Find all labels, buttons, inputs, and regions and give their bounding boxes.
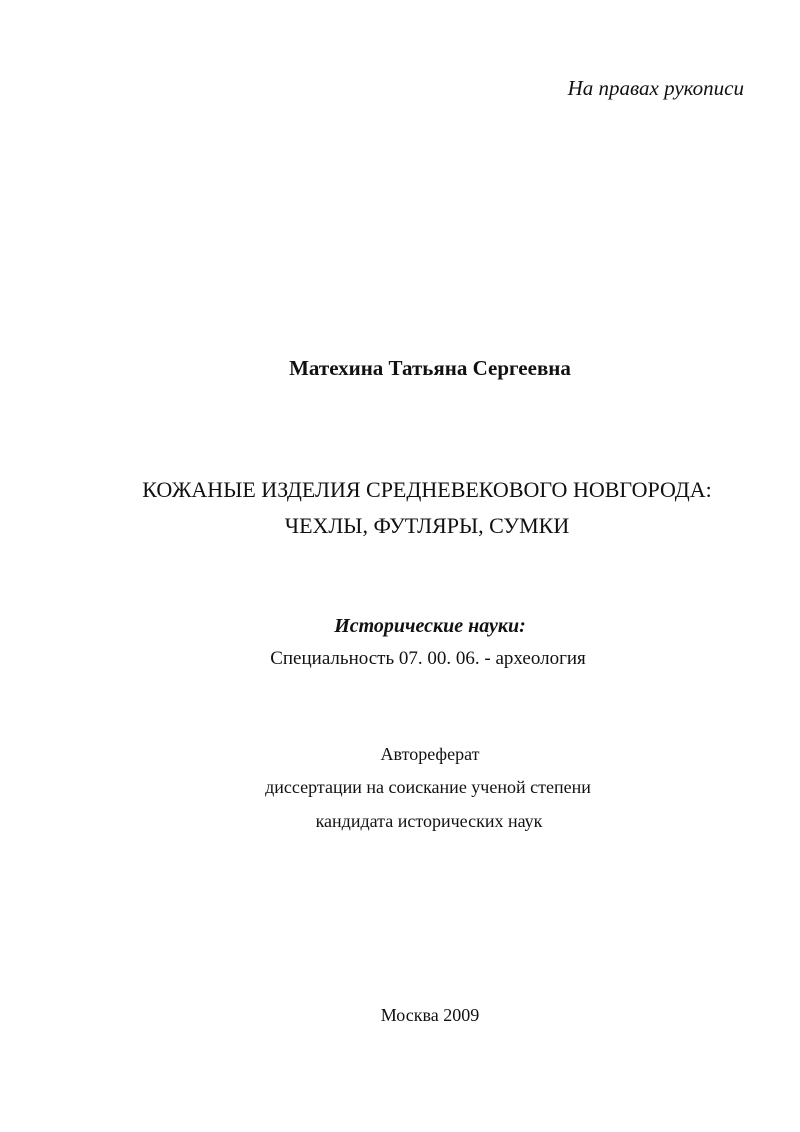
specialty: Специальность 07. 00. 06. - археология [270,648,586,669]
title-line-1: КОЖАНЫЕ ИЗДЕЛИЯ СРЕДНЕВЕКОВОГО НОВГОРОДА: [142,477,712,502]
city-year: Москва 2009 [380,1005,480,1025]
field-of-science: Исторические науки: [334,615,526,637]
abstract-degree: кандидата исторических наук [315,811,543,831]
author-name: Матехина Татьяна Сергеевна [289,356,571,380]
abstract-purpose: диссертации на соискание ученой степени [265,777,591,797]
title-line-2: ЧЕХЛЫ, ФУТЛЯРЫ, СУМКИ [284,513,570,538]
rights-note: На правах рукописи [567,76,744,100]
abstract-label: Автореферат [380,744,480,764]
